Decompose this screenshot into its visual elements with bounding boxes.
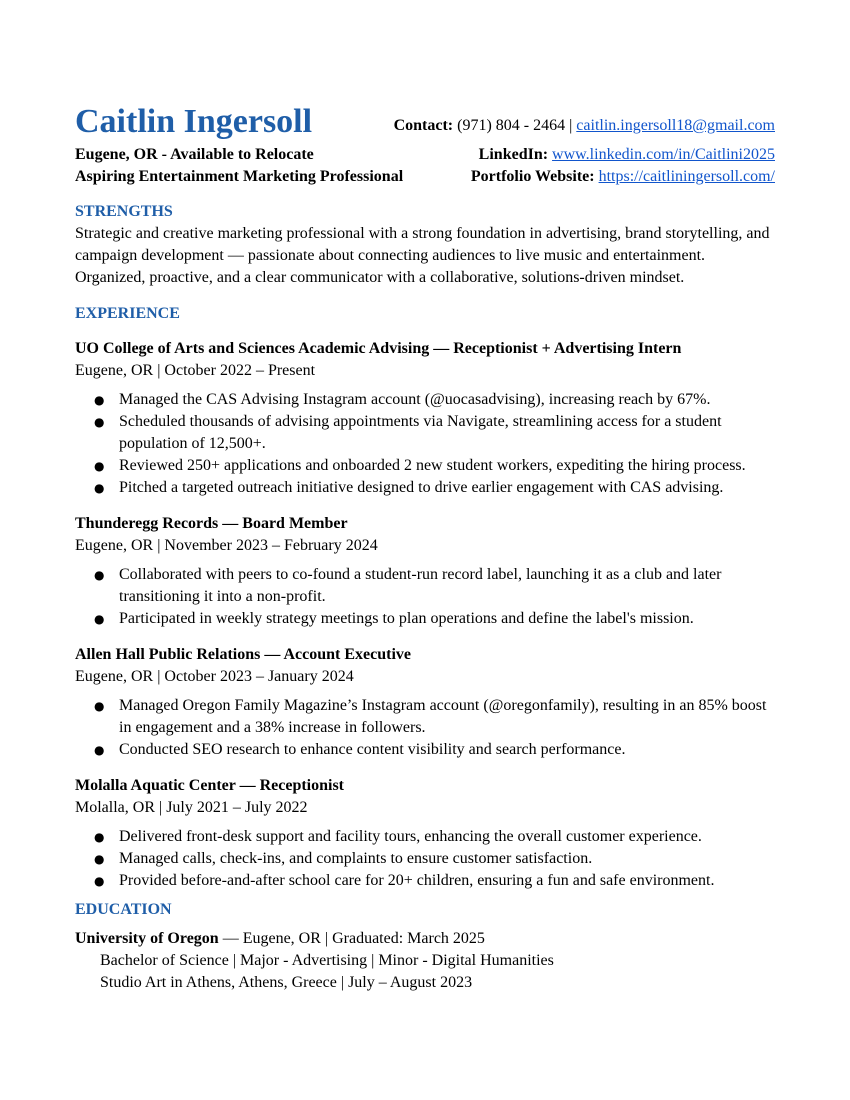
strengths-text: Strategic and creative marketing professional with a strong foundation in advertising, brand storytelling, and campaign development — passionate about connecting audiences to live music and entertainment. Organized, proactive, and a clear communicator with a collaborative, solutions-driven mindset. xyxy=(75,225,770,286)
job-title: Thunderegg Records — Board Member xyxy=(75,515,348,532)
strengths-heading: STRENGTHS xyxy=(75,203,173,220)
contact-line xyxy=(394,115,775,137)
bullet-item: ● Managed calls, check-ins, and complaints to ensure customer satisfaction. xyxy=(75,848,775,870)
job-entry xyxy=(75,338,775,499)
phone-number: (971) 804 - 2464 xyxy=(457,117,566,134)
education-school-line xyxy=(75,928,775,950)
job-bullets xyxy=(75,695,775,761)
job-meta: Eugene, OR | November 2023 – February 2024 xyxy=(75,537,378,554)
portfolio-link[interactable]: https://caitliningersoll.com/ xyxy=(598,168,775,185)
bullet-item: ● Collaborated with peers to co-found a student-run record label, launching it as a club and later transitioning it into a non-profit. xyxy=(75,564,775,608)
bullet-item: ● Scheduled thousands of advising appointments via Navigate, streamlining access for a student population of 12,500+. xyxy=(75,411,775,455)
location-line: Eugene, OR - Available to Relocate xyxy=(75,146,314,163)
linkedin-label: LinkedIn: xyxy=(478,146,549,163)
degree-line: Bachelor of Science | Major - Advertising | Minor - Digital Humanities xyxy=(100,952,554,969)
bullet-item: ● Provided before-and-after school care for 20+ children, ensuring a fun and safe environment. xyxy=(75,870,775,892)
tagline: Aspiring Entertainment Marketing Professional xyxy=(75,168,404,185)
linkedin-line xyxy=(479,144,775,166)
portfolio-line xyxy=(471,166,775,188)
school-details: — Eugene, OR | Graduated: March 2025 xyxy=(218,930,485,947)
bullet-item: ● Reviewed 250+ applications and onboarded 2 new student workers, expediting the hiring process. xyxy=(75,455,775,477)
job-entry xyxy=(75,775,775,892)
education-heading: EDUCATION xyxy=(75,901,172,918)
bullet-item: ● Participated in weekly strategy meetings to plan operations and define the label's mission. xyxy=(75,608,775,630)
job-title: Allen Hall Public Relations — Account Executive xyxy=(75,646,411,663)
job-title: Molalla Aquatic Center — Receptionist xyxy=(75,777,345,794)
email-link[interactable]: caitlin.ingersoll18@gmail.com xyxy=(576,117,775,134)
education-entry xyxy=(75,928,775,994)
bullet-item: ● Managed the CAS Advising Instagram account (@uocasadvising), increasing reach by 67%. xyxy=(75,389,775,411)
portfolio-label: Portfolio Website: xyxy=(470,168,595,185)
job-meta: Molalla, OR | July 2021 – July 2022 xyxy=(75,799,308,816)
candidate-name: Caitlin Ingersoll xyxy=(75,103,313,140)
school-name: University of Oregon xyxy=(75,930,219,947)
contact-label: Contact: xyxy=(393,117,454,134)
job-title: UO College of Arts and Sciences Academic Advising — Receptionist + Advertising Intern xyxy=(75,340,682,357)
bullet-item: ● Pitched a targeted outreach initiative designed to drive earlier engagement with CAS advising. xyxy=(75,477,775,499)
study-abroad-line: Studio Art in Athens, Athens, Greece | July – August 2023 xyxy=(100,974,473,991)
experience-heading: EXPERIENCE xyxy=(75,305,180,322)
job-entry xyxy=(75,513,775,630)
bullet-item: ● Conducted SEO research to enhance content visibility and search performance. xyxy=(75,739,775,761)
job-bullets xyxy=(75,826,775,892)
resume-header xyxy=(75,100,775,188)
bullet-item: ● Managed Oregon Family Magazine’s Instagram account (@oregonfamily), resulting in an 85% boost in engagement and a 38% increase in followers. xyxy=(75,695,775,739)
resume-page xyxy=(75,100,775,994)
contact-separator: | xyxy=(569,117,573,134)
job-entry xyxy=(75,644,775,761)
job-bullets xyxy=(75,564,775,630)
job-meta: Eugene, OR | October 2023 – January 2024 xyxy=(75,668,354,685)
linkedin-link[interactable]: www.linkedin.com/in/Caitlini2025 xyxy=(552,146,775,163)
bullet-item: ● Delivered front-desk support and facility tours, enhancing the overall customer experience. xyxy=(75,826,775,848)
job-meta: Eugene, OR | October 2022 – Present xyxy=(75,362,316,379)
job-bullets xyxy=(75,389,775,499)
